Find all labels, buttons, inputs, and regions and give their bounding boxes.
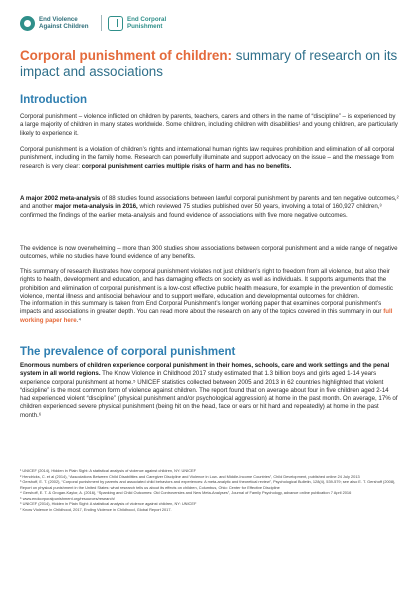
intro-paragraph-5: This summary of research illustrates how corporal punishment violates not just children’s right to freedom from all violence, but also their rights to health, development and education, and has damaging effects on society as well as individuals. It supports arguments that the prohibition and elimination of corporal punishment is a low-cost effective public health measure, for example in the prevention of domestic violence, mental illness and antisocial behaviour and to support welfare, education and developmental outcomes for children. (20, 268, 393, 300)
page-title (20, 48, 400, 79)
footnote: ¹ UNICEF (2014), Hidden in Plain Sight: A statistical analysis of violence against children, NY: UNICEF (20, 468, 197, 473)
logo1-line2: Against Children (39, 23, 89, 30)
footnote: ³ Gershoff, E. T. (2002), “Corporal punishment by parents and associated child behaviors and experiences: A meta-analytic and theoretical review”, Psychological Bulletin, 128(4), 539-579; see also E. T. Gershoff (2008), Report on physical punishment in the United States: what research tells us about its effects on children, Columbus, Ohio: Center for Effective Discipline (20, 479, 396, 490)
end-corporal-punishment-logo[interactable] (108, 16, 187, 31)
logo2-line2: Punishment (127, 23, 163, 30)
prevalence-paragraph-1: Enormous numbers of children experience corporal punishment in their homes, schools, care and work settings and the penal system in all world regions. The Know Violence in Childhood 2017 study estimated that 1.3 billion boys and girls aged 1-14 years experience corporal punishment at home.⁵ UNICEF statistics collected between 2005 and 2013 in 62 countries highlighted that violent “discipline” is the most common form of violence against children. The report found that on average about four in five children aged 2-14 had experienced violent “discipline” (physical punishment and/or psychological aggression) at home in the past month. On average, 17% of children experienced severe physical punishment (being hit on the head, face or ears or hit hard and repeatedly) at home in the past month.⁶ (20, 362, 398, 419)
title-accent: Corporal punishment of children: (20, 48, 233, 63)
end-corporal-punishment-logo-icon (108, 16, 123, 31)
intro-paragraph-4: The evidence is now overwhelming – more than 300 studies show associations between corporal punishment and a wide range of negative outcomes, while no studies have found evidence of any benefits. (20, 245, 398, 261)
logo1-line1: End Violence (39, 16, 78, 23)
working-paper-link[interactable]: full working paper here (20, 308, 393, 324)
intro-paragraph-6: The information in this summary is taken from End Corporal Punishment’s longer working paper that examines corporal punishment’s impacts and associations in greater depth. You can read more about the research on any of the topics covered in this summary in our full working paper here.⁴ (20, 300, 393, 324)
footnote: ² Hendricks, C. et al (2014), “Associations Between Child Disabilities and Caregiver Discipline and Violence in Low- and Middle-Income Countries”, Child Development, published online 24 July 2013 (20, 473, 360, 479)
end-violence-logo-icon (20, 16, 35, 31)
footnote: ⁷ Know Violence in Childhood, 2017, Ending Violence in Childhood, Global Report 2017. (20, 506, 172, 512)
logo-divider (101, 15, 102, 31)
intro-paragraph-1: Corporal punishment – violence inflicted on children by parents, teachers, carers and others in the name of “discipline” – is experienced by a large majority of children in many states worldwide. Some children, including children with disabilities¹ and young children, are particularly likely to experience it. (20, 113, 398, 137)
title-rest: summary of research on its impact and associations (20, 48, 398, 79)
prevalence-heading: The prevalence of corporal punishment (20, 346, 236, 358)
intro-paragraph-2: Corporal punishment is a violation of children’s rights and international human rights law requires prohibition and elimination of all corporal punishment, including in the family home. Research can powerfully illuminate and support advocacy on the issue – and the message from research is very clear: corporal punishment carries multiple risks of harm and has no benefits. (20, 146, 395, 170)
logo2-line1: End Corporal (127, 16, 167, 23)
footnotes (20, 468, 400, 512)
introduction-heading: Introduction (20, 94, 88, 106)
footnote: ⁵ www.endcorporalpunishment.org/resources/research/ (20, 495, 115, 501)
end-violence-logo[interactable] (20, 16, 97, 31)
header-logos (20, 12, 187, 34)
intro-paragraph-3: A major 2002 meta-analysis of 88 studies found associations between lawful corporal punishment by parents and ten negative outcomes,² and another major meta-analysis in 2016, which reviewed 75 studies published over 50 years, involving a total of 160,927 children,³ confirmed the findings of the earlier meta-analysis and found evidence of associations with five more negative outcomes. (20, 195, 399, 219)
footnote: ⁴ Gershoff, E. T. & Grogan-Kaylor, A. (2016), “Spanking and Child Outcomes: Old Controversies and New Meta-Analyses”, Journal of Family Psychology, advance online publication 7 April 2016 (20, 490, 352, 495)
footnote: ⁶ UNICEF (2014), Hidden in Plain Sight: A statistical analysis of violence against children, NY: UNICEF (20, 501, 197, 506)
